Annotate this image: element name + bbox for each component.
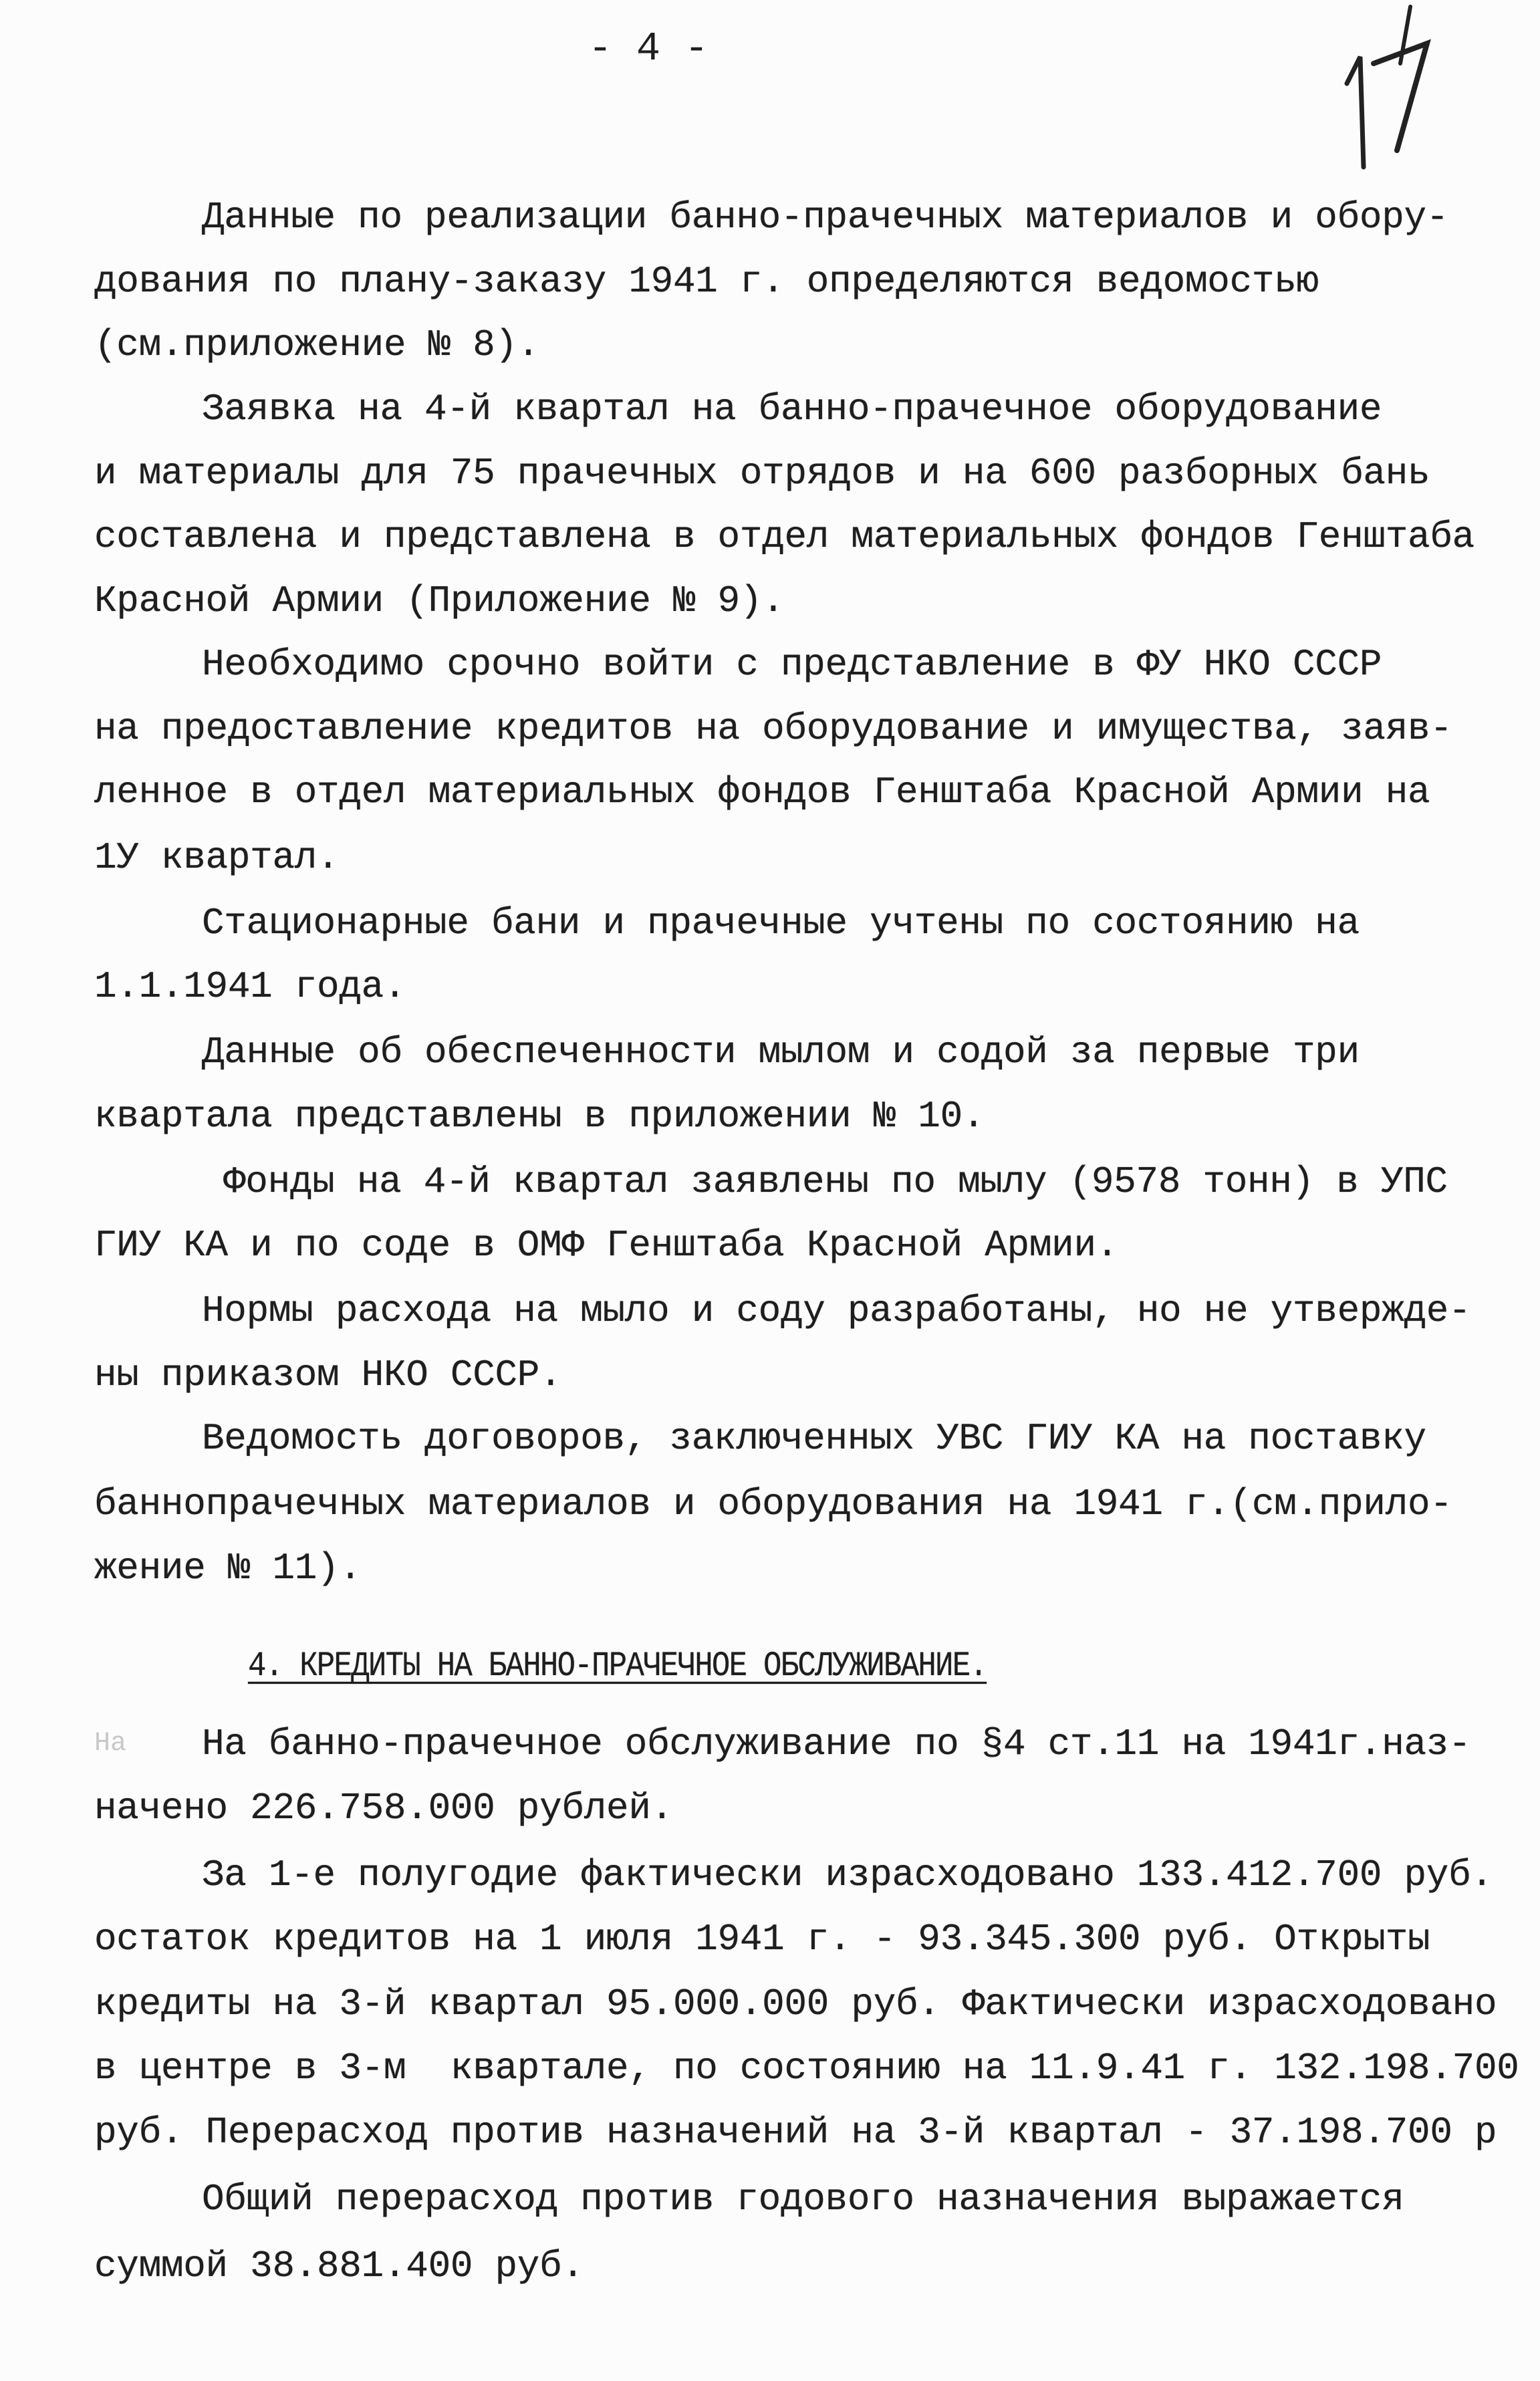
text-line: на предоставление кредитов на оборудование и имущества, заяв- — [94, 707, 1452, 750]
text-line: в центре в 3-м квартале, по состоянию на 11.9.41 г. 132.198.700 — [94, 2047, 1519, 2090]
text-line: Фонды на 4-й квартал заявлены по мылу (9578 тонн) в УПС — [223, 1160, 1448, 1203]
text-line: Данные об обеспеченности мылом и содой за первые три — [202, 1031, 1360, 1074]
text-line: Заявка на 4-й квартал на банно-прачечное оборудование — [202, 388, 1382, 430]
text-line: За 1-е полугодие фактически израсходовано 133.412.700 руб. — [202, 1854, 1493, 1896]
text-line: и материалы для 75 прачечных отрядов и на 600 разборных бань — [94, 452, 1430, 495]
text-line: Нормы расхода на мыло и соду разработаны, но не утвержде- — [202, 1289, 1471, 1332]
text-line: составлена и представлена в отдел материальных фондов Генштаба — [94, 515, 1474, 558]
text-line: ГИУ КА и по соде в ОМФ Генштаба Красной Армии. — [94, 1224, 1119, 1267]
text-line: начено 226.758.000 рублей. — [94, 1787, 673, 1830]
text-line: квартала представлены в приложении № 10. — [94, 1095, 985, 1138]
text-line: 1.1.1941 года. — [94, 965, 406, 1008]
text-line: руб. Перерасход против назначений на 3-й квартал - 37.198.700 р — [94, 2111, 1497, 2154]
text-line: Красной Армии (Приложение № 9). — [94, 580, 785, 622]
text-line: 1У квартал. — [94, 836, 340, 879]
text-line: Общий перерасход против годового назначения выражается — [202, 2178, 1404, 2221]
text-line: дования по плану-заказу 1941 г. определяются ведомостью — [94, 260, 1319, 303]
text-line: жение № 11). — [94, 1547, 362, 1590]
text-line: Необходимо срочно войти с представление в ФУ НКО СССР — [202, 643, 1382, 686]
text-line: суммой 38.881.400 руб. — [94, 2245, 584, 2287]
text-line: Данные по реализации банно-прачечных материалов и обору- — [202, 196, 1449, 239]
text-line: ны приказом НКО СССР. — [94, 1354, 562, 1396]
text-line: Стационарные бани и прачечные учтены по состоянию на — [202, 902, 1360, 945]
text-line: ленное в отдел материальных фондов Генштаба Красной Армии на — [94, 771, 1430, 813]
handwritten-folio-number — [1333, 3, 1440, 170]
text-line: (см.приложение № 8). — [94, 324, 540, 366]
faint-margin-text: На — [94, 1729, 127, 1759]
text-line: баннопрачечных материалов и оборудования на 1941 г.(см.прило- — [94, 1483, 1452, 1525]
page-number: - 4 - — [588, 27, 709, 72]
text-line: кредиты на 3-й квартал 95.000.000 руб. Фактически израсходовано — [94, 1983, 1497, 2025]
section-heading: 4. КРЕДИТЫ НА БАННО-ПРАЧЕЧНОЕ ОБСЛУЖИВАНИЕ. — [248, 1646, 987, 1686]
text-line: Ведомость договоров, заключенных УВС ГИУ КА на поставку — [202, 1417, 1426, 1460]
text-line: На банно-прачечное обслуживание по §4 ст.11 на 1941г.наз- — [202, 1723, 1471, 1765]
text-line: остаток кредитов на 1 июля 1941 г. - 93.345.300 руб. Открыты — [94, 1918, 1430, 1961]
